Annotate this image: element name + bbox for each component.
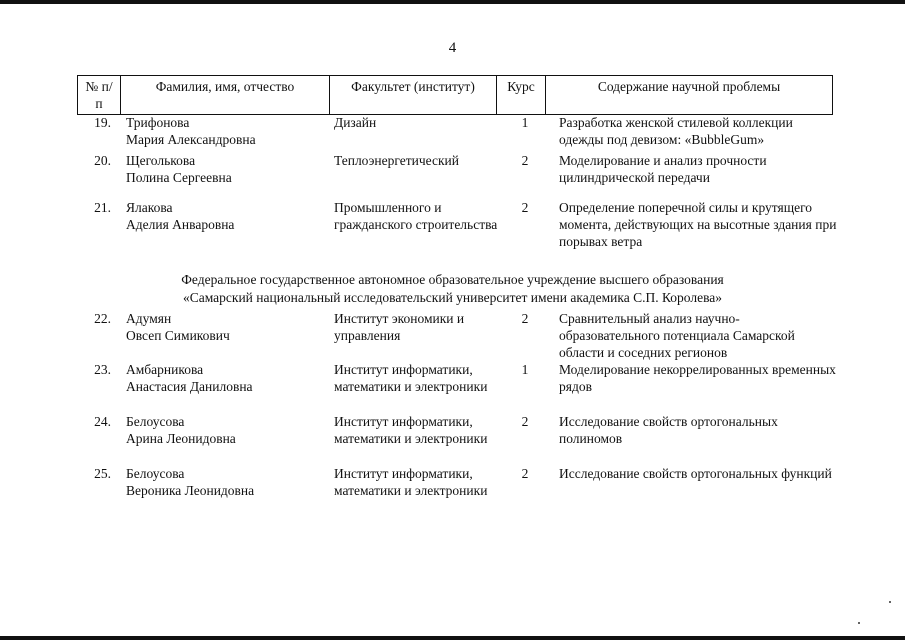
student-name: Белоусова Арина Леонидовна [126, 414, 236, 446]
organization-heading [0, 271, 905, 307]
faculty: Институт информатики, математики и электроники [334, 466, 488, 498]
research-topic: Сравнительный анализ научно-образовательного потенциала Самарской области и соседних регионов [559, 311, 795, 360]
row-number: 25. [94, 466, 111, 481]
scan-speck [889, 601, 891, 603]
row-number: 24. [94, 414, 111, 429]
student-name: Ялакова Аделия Анваровна [126, 200, 235, 232]
course: 1 [521, 115, 529, 130]
scan-speck [858, 622, 860, 624]
course: 2 [521, 200, 529, 215]
header-course: Курс [497, 76, 546, 115]
scan-border-top [0, 0, 905, 4]
table-header [77, 75, 833, 115]
faculty: Институт информатики, математики и электроники [334, 362, 488, 394]
student-name: Щеголькова Полина Сергеевна [126, 153, 232, 185]
research-topic: Разработка женской стилевой коллекции одежды под девизом: «BubbleGum» [559, 115, 793, 147]
research-topic: Исследование свойств ортогональных функций [559, 466, 832, 481]
research-topic: Моделирование некоррелированных временных рядов [559, 362, 836, 394]
course: 2 [521, 311, 529, 326]
faculty: Институт экономики и управления [334, 311, 465, 343]
header-topic: Содержание научной проблемы [546, 76, 833, 115]
student-name: Адумян Овсеп Симикович [126, 311, 230, 343]
faculty: Институт информатики, математики и электроники [334, 414, 488, 446]
scan-border-bottom [0, 636, 905, 640]
course: 2 [521, 466, 529, 481]
header-faculty: Факультет (институт) [330, 76, 497, 115]
header-num: № п/п [78, 76, 121, 115]
faculty: Теплоэнергетический [334, 153, 459, 168]
row-number: 23. [94, 362, 111, 377]
row-number: 19. [94, 115, 111, 130]
row-number: 22. [94, 311, 111, 326]
research-topic: Исследование свойств ортогональных полиномов [559, 414, 778, 446]
header-name: Фамилия, имя, отчество [121, 76, 330, 115]
course: 1 [521, 362, 529, 377]
student-name: Амбарникова Анастасия Даниловна [126, 362, 253, 394]
faculty: Дизайн [334, 115, 377, 130]
course: 2 [521, 153, 529, 168]
research-topic: Определение поперечной силы и крутящего момента, действующих на высотные здания при порывах ветра [559, 200, 837, 249]
faculty: Промышленного и гражданского строительства [334, 200, 498, 232]
student-name: Трифонова Мария Александровна [126, 115, 256, 147]
row-number: 21. [94, 200, 111, 215]
row-number: 20. [94, 153, 111, 168]
organization-line-1: Федеральное государственное автономное образовательное учреждение высшего образования [181, 272, 724, 287]
research-topic: Моделирование и анализ прочности цилиндрической передачи [559, 153, 767, 185]
page-number: 4 [448, 40, 457, 56]
organization-line-2: «Самарский национальный исследовательский университет имени академика С.П. Королева» [182, 290, 723, 305]
student-name: Белоусова Вероника Леонидовна [126, 466, 255, 498]
course: 2 [521, 414, 529, 429]
